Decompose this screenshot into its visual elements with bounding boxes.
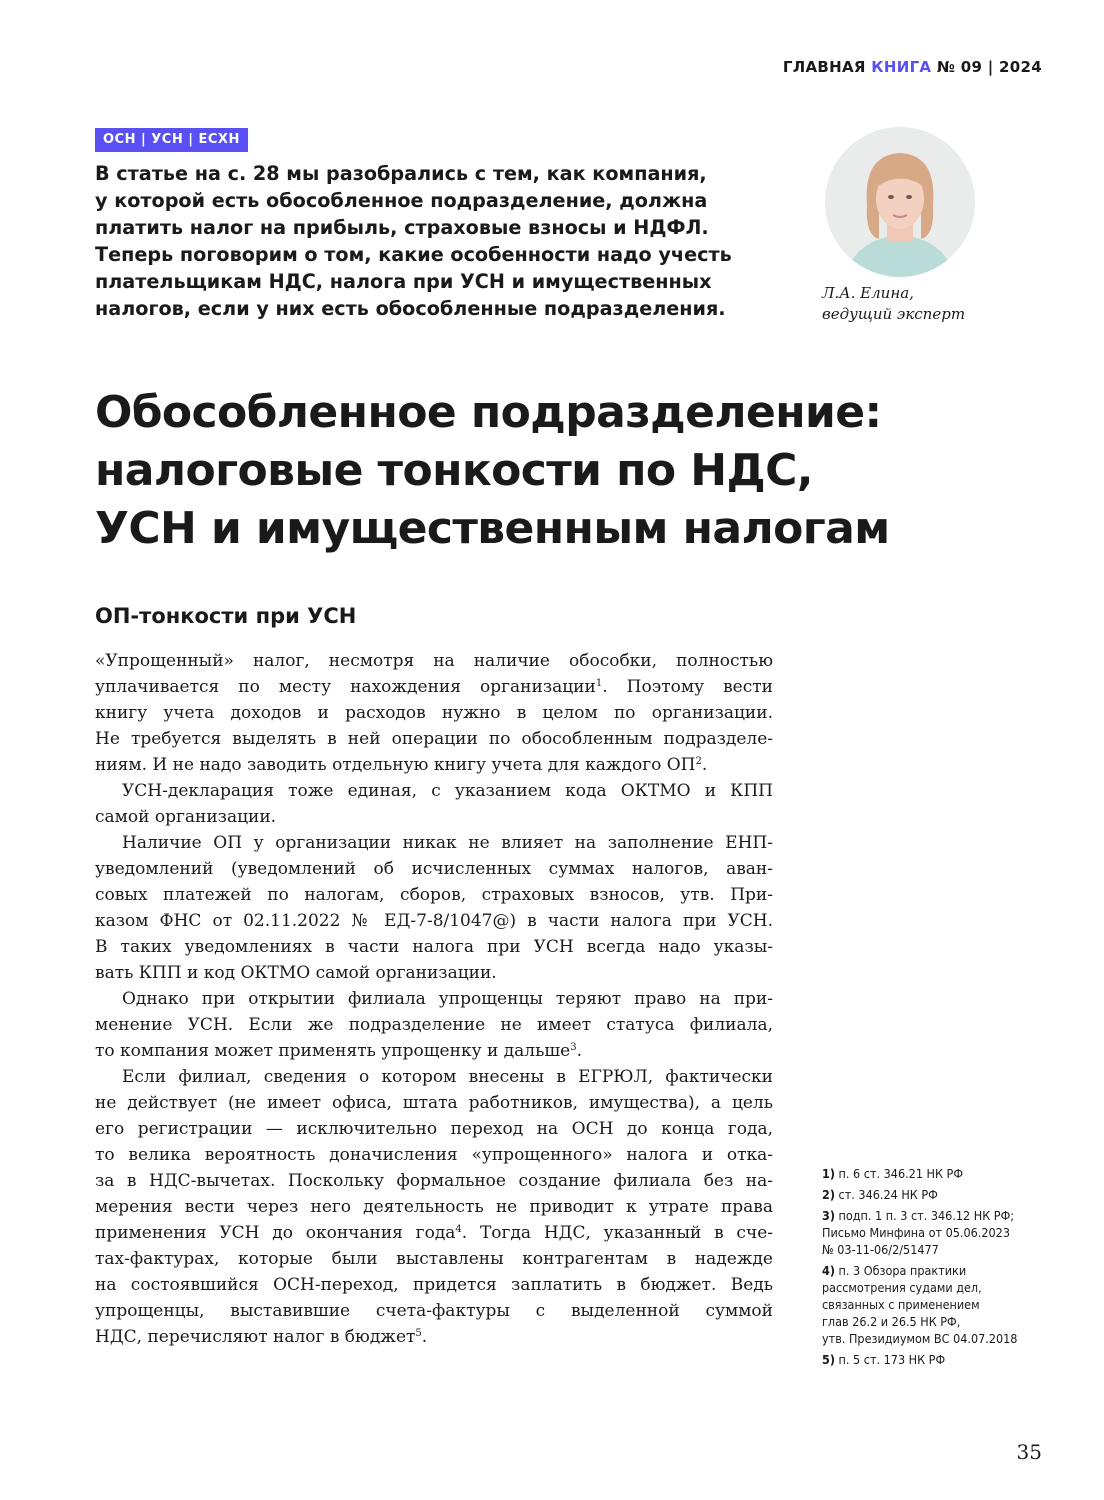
body-line-text: Не требуется выделять в ней операции по обособленным подразделе- <box>95 729 773 749</box>
author-photo <box>825 127 975 277</box>
author-portrait-illustration <box>825 127 975 277</box>
footnote-text: № 03-11-06/2/51477 <box>822 1242 939 1257</box>
footnote-ref: 2 <box>695 756 702 767</box>
body-line <box>95 1168 773 1194</box>
body-line-text: ниям. И не надо заводить отдельную книгу учета для каждого ОП <box>95 755 696 775</box>
body-line-text: то велика вероятность доначисления «упрощенного» налога и отка- <box>95 1145 773 1165</box>
footnote-line <box>822 1313 1062 1330</box>
body-line <box>95 1194 773 1220</box>
page-number: 35 <box>1016 1440 1042 1464</box>
body-line <box>95 1324 773 1350</box>
body-line <box>95 778 773 804</box>
brand-main: ГЛАВНАЯ <box>782 58 866 76</box>
body-line-tail: . Тогда НДС, указанный в сче- <box>461 1223 774 1243</box>
body-line <box>95 1142 773 1168</box>
body-line-text: на состоявшийся ОСН-переход, придется заплатить в бюджет. Ведь <box>95 1275 773 1295</box>
footnote-text: п. 6 ст. 346.21 НК РФ <box>838 1166 964 1181</box>
footnote-ref: 4 <box>455 1224 462 1235</box>
body-line <box>95 1220 773 1246</box>
body-line <box>95 1090 773 1116</box>
footnote-number: 3) <box>822 1208 835 1223</box>
body-line <box>95 1298 773 1324</box>
body-line <box>95 856 773 882</box>
body-line <box>95 648 773 674</box>
body-line <box>95 882 773 908</box>
body-line <box>95 1064 773 1090</box>
body-line <box>95 986 773 1012</box>
footnote-text: связанных с применением <box>822 1297 980 1312</box>
body-line-text: вать КПП и код ОКТМО самой организации. <box>95 963 497 983</box>
footnote-ref: 3 <box>570 1042 577 1053</box>
footnote-text: Письмо Минфина от 05.06.2023 <box>822 1225 1010 1240</box>
tax-regime-tag: ОСН | УСН | ЕСХН <box>95 128 248 152</box>
body-line <box>95 908 773 934</box>
body-line-text: менение УСН. Если же подразделение не имеет статуса филиала, <box>95 1015 773 1035</box>
body-line-tail: . <box>701 755 708 775</box>
body-line-text: применения УСН до окончания года <box>95 1223 456 1243</box>
footnote-line <box>822 1241 1062 1258</box>
footnote-ref: 1 <box>595 678 603 689</box>
footnote-line <box>822 1351 1062 1368</box>
body-line <box>95 804 773 830</box>
footnote-text: п. 5 ст. 173 НК РФ <box>838 1352 946 1367</box>
footnote-number: 4) <box>822 1263 835 1278</box>
body-line <box>95 726 773 752</box>
article-title: Обособленное подразделение: налоговые тонкости по НДС, УСН и имущественным налогам <box>95 387 890 554</box>
author-role: ведущий эксперт <box>822 305 966 323</box>
footnote-line <box>822 1165 1062 1182</box>
body-line-text: не действует (не имеет офиса, штата работников, имущества), а цель <box>95 1093 773 1113</box>
magazine-header <box>783 58 1042 76</box>
footnote-number: 5) <box>822 1352 835 1367</box>
body-line-text: упрощенцы, выставившие счета-фактуры с выделенной суммой <box>95 1301 773 1321</box>
footnote-line <box>822 1330 1062 1347</box>
footnote-line <box>822 1262 1062 1279</box>
body-line <box>95 1272 773 1298</box>
author-caption <box>822 283 965 325</box>
body-line <box>95 1116 773 1142</box>
body-line-tail: . <box>576 1041 583 1061</box>
footnote-text: п. 3 Обзора практики <box>838 1263 967 1278</box>
footnote-ref: 5 <box>415 1328 422 1339</box>
body-line-text: УСН-декларация тоже единая, с указанием кода ОКТМО и КПП <box>122 781 773 801</box>
footnote-line <box>822 1224 1062 1241</box>
section-heading: ОП-тонкости при УСН <box>95 604 357 628</box>
body-line-text: совых платежей по налогам, сборов, страховых взносов, утв. При- <box>95 885 773 905</box>
footnote-line <box>822 1296 1062 1313</box>
article-body <box>95 648 773 1350</box>
body-line <box>95 934 773 960</box>
author-name: Л.А. Елина, <box>822 284 914 302</box>
brand-accent: КНИГА <box>871 58 932 76</box>
lead-paragraph: В статье на с. 28 мы разобрались с тем, как компания, у которой есть обособленное подразделение, должна платить налог на прибыль, страховые взносы и НДФЛ. Теперь поговорим о том, какие особенности надо учесть плательщикам НДС, налога при УСН и имущественных налогов, если у них есть обособленные подразделения. <box>95 162 732 320</box>
body-line <box>95 960 773 986</box>
footnote-item <box>822 1165 1062 1182</box>
body-line <box>95 700 773 726</box>
body-line <box>95 1038 773 1064</box>
body-line-text: тах-фактурах, которые были выставлены контрагентам в надежде <box>95 1249 773 1269</box>
footnote-line <box>822 1186 1062 1203</box>
body-line-tail: . <box>421 1327 428 1347</box>
body-line <box>95 1246 773 1272</box>
footnote-text: рассмотрения судами дел, <box>822 1280 982 1295</box>
body-line-text: Если филиал, сведения о котором внесены в ЕГРЮЛ, фактически <box>122 1067 773 1087</box>
footnote-item <box>822 1186 1062 1203</box>
body-line <box>95 752 773 778</box>
body-line-text: НДС, перечисляют налог в бюджет <box>95 1327 416 1347</box>
body-line <box>95 830 773 856</box>
body-line <box>95 1012 773 1038</box>
body-line-text: за в НДС-вычетах. Поскольку формальное создание филиала без на- <box>95 1171 773 1191</box>
footnote-item <box>822 1351 1062 1368</box>
body-line-text: уведомлений (уведомлений об исчисленных суммах налогов, аван- <box>95 859 773 879</box>
body-line-text: В таких уведомлениях в части налога при УСН всегда надо указы- <box>95 937 773 957</box>
body-line-tail: . Поэтому вести <box>602 677 774 697</box>
body-line-text: самой организации. <box>95 807 277 827</box>
body-line-text: казом ФНС от 02.11.2022 № ЕД-7-8/1047@) в части налога при УСН. <box>95 911 773 931</box>
body-line-text: книгу учета доходов и расходов нужно в целом по организации. <box>95 703 773 723</box>
footnote-number: 2) <box>822 1187 835 1202</box>
footnote-item <box>822 1262 1062 1347</box>
footnote-text: глав 26.2 и 26.5 НК РФ, <box>822 1314 961 1329</box>
body-line-text: «Упрощенный» налог, несмотря на наличие обособки, полностью <box>95 651 773 671</box>
footnote-line <box>822 1279 1062 1296</box>
footnote-line <box>822 1207 1062 1224</box>
footnote-text: подп. 1 п. 3 ст. 346.12 НК РФ; <box>838 1208 1015 1223</box>
issue-number: № 09 | 2024 <box>936 58 1042 76</box>
footnote-text: ст. 346.24 НК РФ <box>838 1187 938 1202</box>
body-line-text: Однако при открытии филиала упрощенцы теряют право на при- <box>122 989 773 1009</box>
footnote-number: 1) <box>822 1166 835 1181</box>
footnote-item <box>822 1207 1062 1258</box>
footnotes <box>822 1165 1062 1372</box>
body-line-text: то компания может применять упрощенку и дальше <box>95 1041 571 1061</box>
body-line-text: его регистрации — исключительно переход на ОСН до конца года, <box>95 1119 773 1139</box>
body-line <box>95 674 773 700</box>
body-line-text: мерения вести через него деятельность не приводит к утрате права <box>95 1197 773 1217</box>
footnote-text: утв. Президиумом ВС 04.07.2018 <box>822 1331 1018 1346</box>
body-line-text: уплачивается по месту нахождения организации <box>95 677 596 697</box>
body-line-text: Наличие ОП у организации никак не влияет на заполнение ЕНП- <box>122 833 773 853</box>
